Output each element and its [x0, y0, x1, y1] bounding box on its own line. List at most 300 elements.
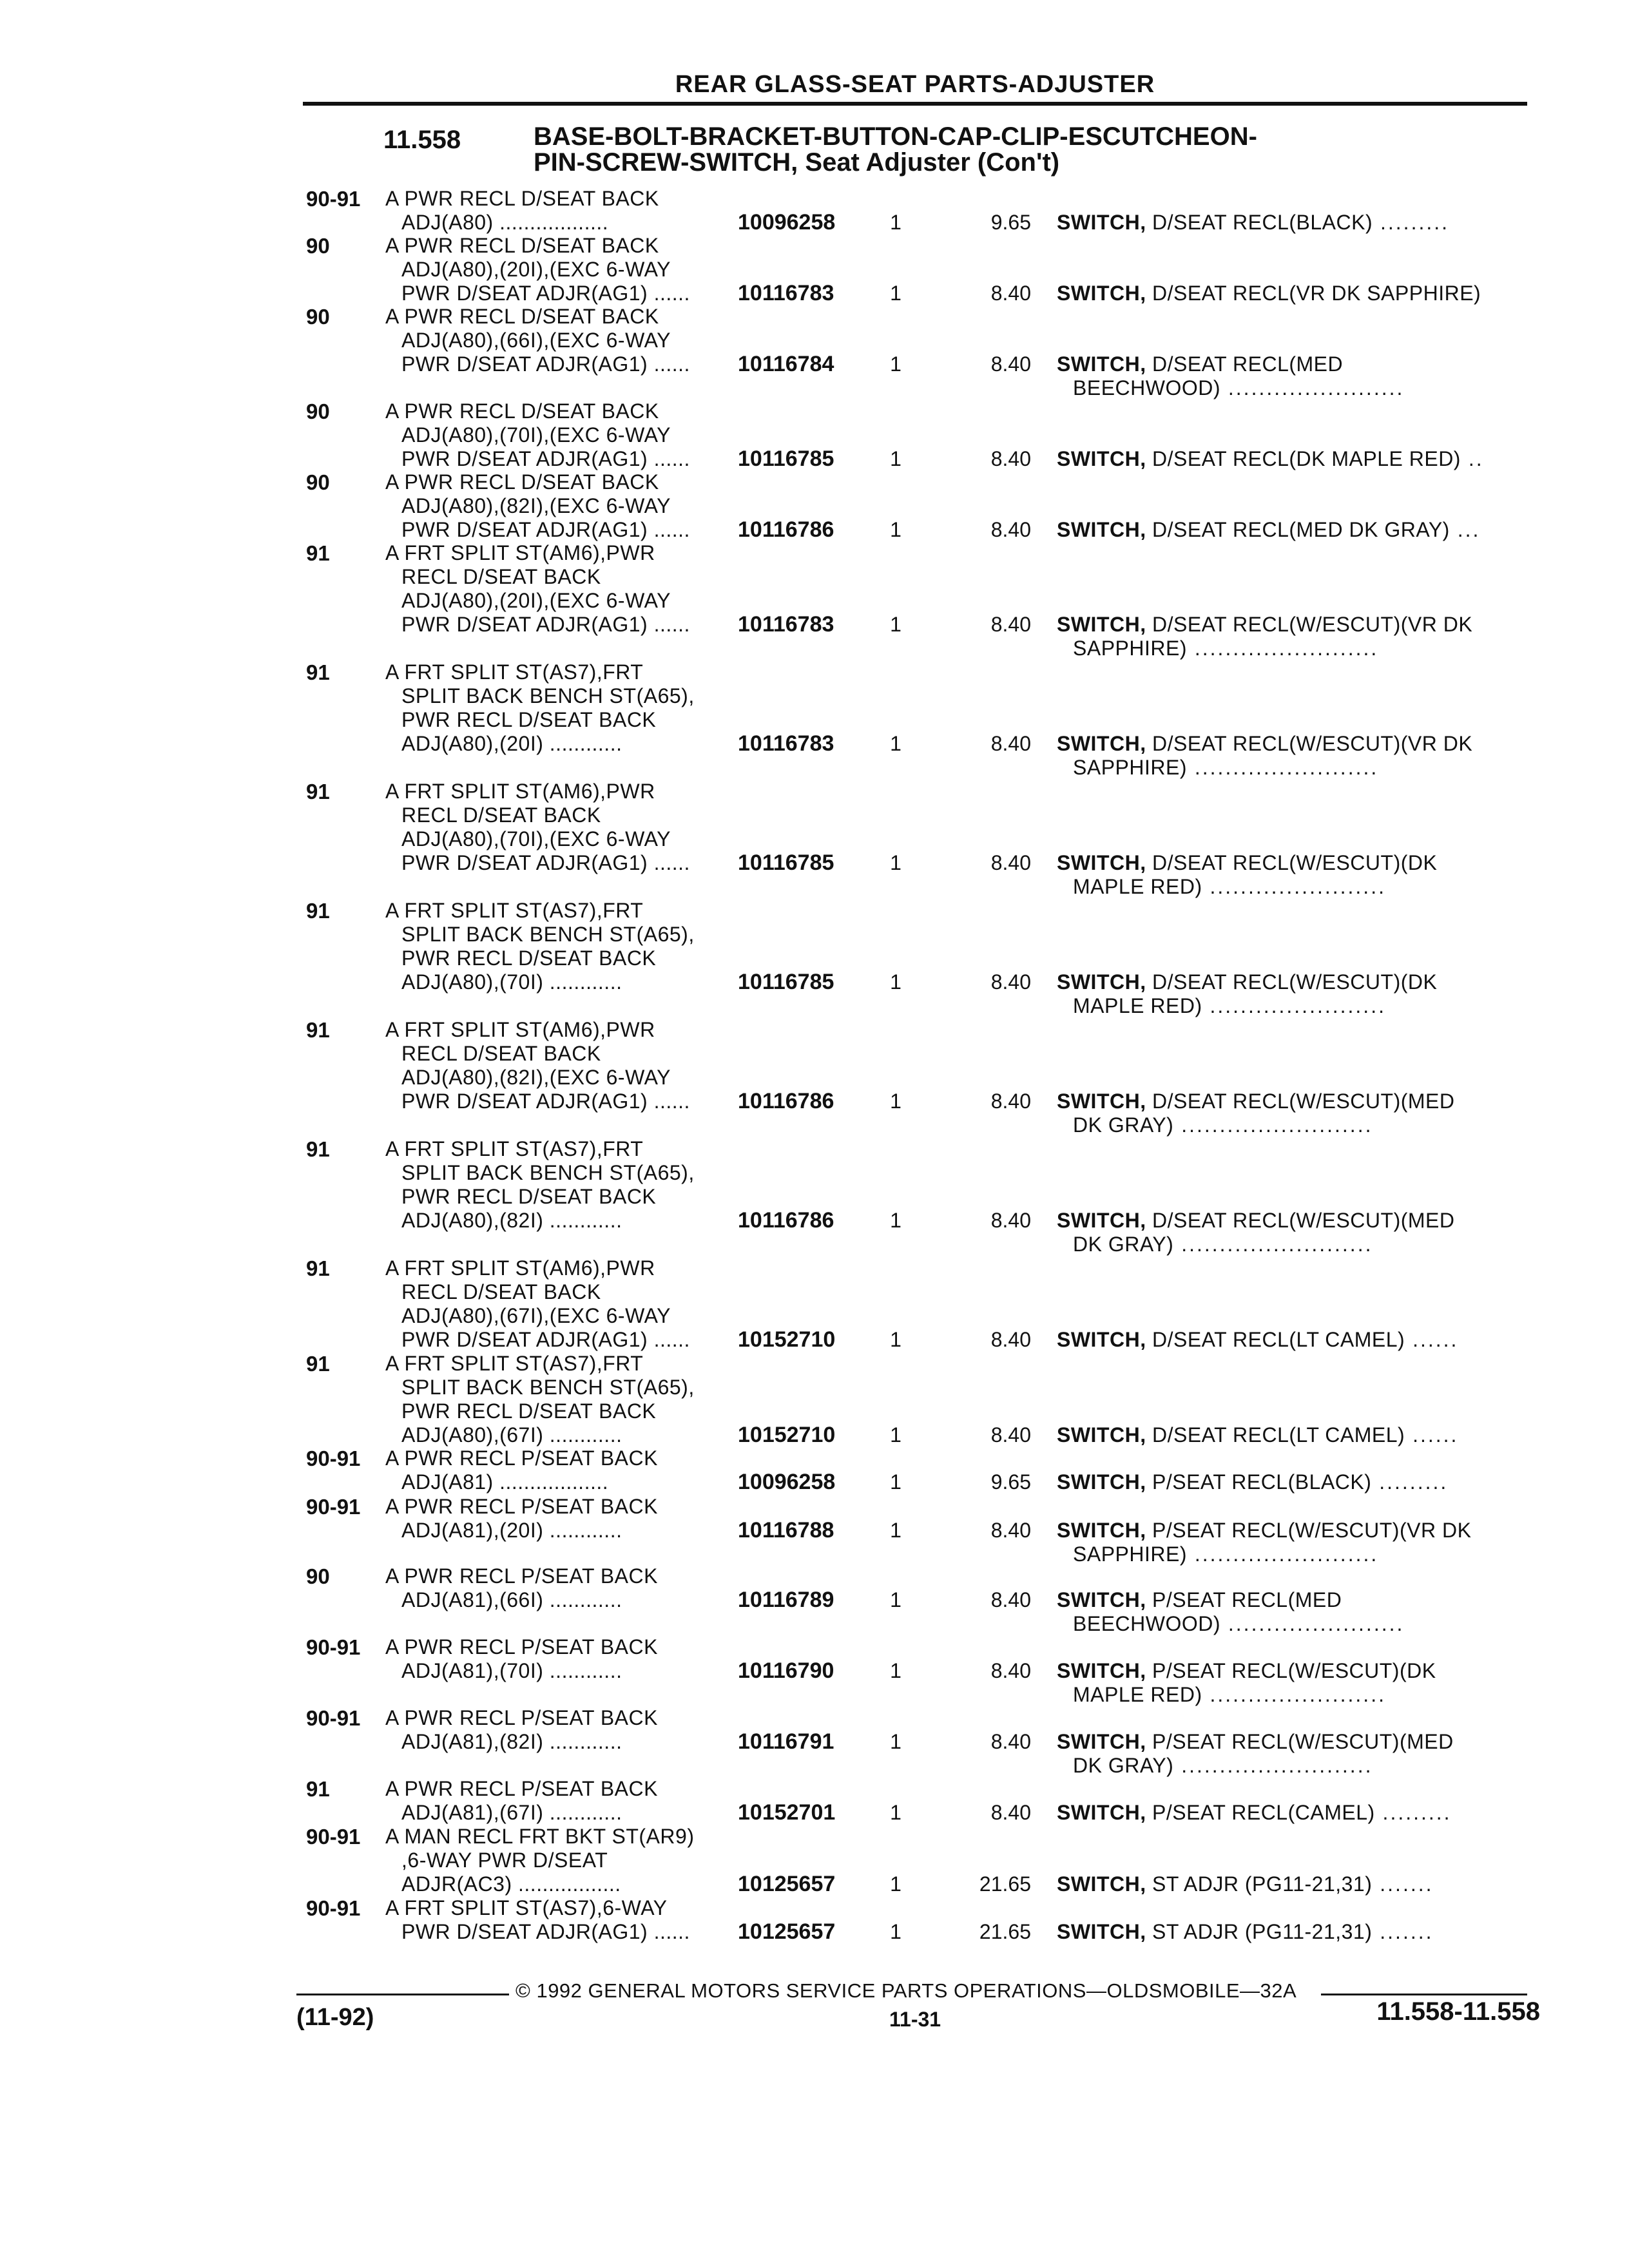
part-number: 10152701 — [738, 1800, 836, 1825]
part-name — [1057, 1920, 1527, 1944]
part-number: 10116789 — [738, 1588, 834, 1612]
part-name-text: MAPLE RED) — [1073, 994, 1202, 1017]
description-line — [385, 1588, 746, 1612]
description-line: PWR RECL D/SEAT BACK — [401, 947, 657, 970]
part-number: 10116786 — [738, 1089, 834, 1113]
part-name-text: SWITCH, D/SEAT RECL(DK MAPLE RED) — [1057, 447, 1461, 470]
dot-leader: ....................... — [1202, 1683, 1386, 1706]
description-text: ADJ(A81),(67I) — [401, 1801, 544, 1824]
part-name-text: SAPPHIRE) — [1073, 756, 1187, 779]
description-text: ADJ(A81),(20I) — [401, 1519, 544, 1542]
part-name-text: SWITCH, D/SEAT RECL(W/ESCUT)(DK — [1057, 851, 1438, 874]
description-text: PWR D/SEAT ADJR(AG1) — [401, 282, 648, 305]
part-name-line — [1057, 352, 1527, 376]
description-line: ADJ(A80),(70I),(EXC 6-WAY — [401, 423, 671, 447]
description-text: ADJ(A80) — [401, 211, 494, 234]
description-line: A PWR RECL P/SEAT BACK — [385, 1446, 658, 1470]
description-line: SPLIT BACK BENCH ST(A65), — [401, 684, 695, 707]
description-line: A PWR RECL D/SEAT BACK — [385, 470, 659, 494]
description-line: A PWR RECL D/SEAT BACK — [385, 399, 659, 423]
usage-description — [385, 305, 746, 376]
description-text: PWR D/SEAT ADJR(AG1) — [401, 1090, 648, 1113]
dot-leader: ........................ — [1186, 1542, 1379, 1566]
description-line: ,6-WAY PWR D/SEAT — [401, 1849, 608, 1872]
model-year: 91 — [306, 899, 330, 923]
dot-leader: ... — [1449, 518, 1481, 541]
model-year: 91 — [306, 1018, 330, 1042]
quantity: 1 — [890, 1872, 901, 1896]
model-year: 90-91 — [306, 1896, 361, 1920]
description-line: A PWR RECL P/SEAT BACK — [385, 1495, 658, 1518]
price: 8.40 — [990, 447, 1031, 470]
part-name-text: SWITCH, P/SEAT RECL(W/ESCUT)(VR DK — [1057, 1519, 1472, 1542]
dot-leader: ............ — [543, 1801, 622, 1824]
dot-leader: ...... — [648, 282, 690, 305]
part-number: 10116790 — [738, 1658, 834, 1683]
quantity: 1 — [890, 518, 901, 541]
price: 8.40 — [990, 1328, 1031, 1351]
description-line: A FRT SPLIT ST(AM6),PWR — [385, 780, 655, 803]
description-line: SPLIT BACK BENCH ST(A65), — [401, 1376, 695, 1399]
part-name-line — [1057, 1542, 1527, 1566]
description-line: RECL D/SEAT BACK — [401, 1042, 601, 1065]
dot-leader: ....... — [1372, 1920, 1434, 1943]
description-text: PWR D/SEAT ADJR(AG1) — [401, 518, 648, 541]
dot-leader: ...... — [648, 352, 690, 376]
description-line: ADJ(A80),(70I),(EXC 6-WAY — [401, 827, 671, 850]
quantity: 1 — [890, 1801, 901, 1824]
part-name-line — [1057, 376, 1527, 400]
dot-leader: ............ — [543, 732, 622, 755]
part-name — [1057, 1470, 1527, 1494]
usage-description — [385, 1896, 746, 1944]
part-name-text: SWITCH, D/SEAT RECL(MED — [1057, 352, 1344, 376]
dot-leader: .................. — [493, 211, 609, 234]
section-title-line-1: BASE-BOLT-BRACKET-BUTTON-CAP-CLIP-ESCUTCHEON- — [534, 122, 1257, 151]
part-name — [1057, 1872, 1527, 1896]
dot-leader: ............ — [543, 1209, 622, 1232]
description-line — [385, 352, 746, 376]
price: 9.65 — [990, 1470, 1031, 1494]
part-number: 10152710 — [738, 1423, 836, 1447]
description-line — [385, 1730, 746, 1754]
part-name-line — [1057, 1659, 1527, 1683]
page-title: REAR GLASS-SEAT PARTS-ADJUSTER — [675, 71, 1155, 98]
part-name-text: SWITCH, D/SEAT RECL(LT CAMEL) — [1057, 1423, 1405, 1446]
part-name-line — [1057, 1209, 1527, 1233]
part-name-text: SWITCH, D/SEAT RECL(BLACK) — [1057, 211, 1373, 234]
part-name — [1057, 613, 1527, 660]
model-year: 91 — [306, 1777, 330, 1801]
description-text: ADJ(A80),(20I) — [401, 732, 544, 755]
description-line: ADJ(A80),(66I),(EXC 6-WAY — [401, 329, 671, 352]
model-year: 90-91 — [306, 1446, 361, 1470]
price: 8.40 — [990, 518, 1031, 541]
usage-description — [385, 187, 746, 235]
model-year: 90 — [306, 470, 330, 494]
dot-leader: ....................... — [1202, 875, 1386, 898]
description-text: PWR D/SEAT ADJR(AG1) — [401, 1328, 648, 1351]
part-name — [1057, 1090, 1527, 1137]
part-number: 10116785 — [738, 447, 834, 471]
description-line: ADJ(A80),(20I),(EXC 6-WAY — [401, 589, 671, 612]
usage-description — [385, 1564, 746, 1612]
usage-description — [385, 234, 746, 305]
part-name — [1057, 1730, 1527, 1778]
usage-description — [385, 399, 746, 471]
description-line: A FRT SPLIT ST(AM6),PWR — [385, 1256, 655, 1280]
description-line: ADJ(A80),(82I),(EXC 6-WAY — [401, 1066, 671, 1089]
usage-description — [385, 1137, 746, 1233]
part-name — [1057, 1328, 1527, 1352]
usage-description — [385, 1352, 746, 1447]
part-name-line — [1057, 1519, 1527, 1542]
dot-leader: ...... — [1405, 1328, 1459, 1351]
description-line — [385, 1801, 746, 1825]
quantity: 1 — [890, 1730, 901, 1753]
description-line: A PWR RECL P/SEAT BACK — [385, 1564, 658, 1588]
description-line — [385, 970, 746, 994]
description-text: ADJ(A81),(82I) — [401, 1730, 544, 1753]
quantity: 1 — [890, 1090, 901, 1113]
quantity: 1 — [890, 1328, 901, 1351]
price: 8.40 — [990, 1659, 1031, 1682]
part-name — [1057, 352, 1527, 400]
part-name — [1057, 1588, 1527, 1636]
part-number: 10116786 — [738, 517, 834, 542]
usage-description — [385, 899, 746, 994]
dot-leader: ............ — [543, 1588, 622, 1611]
description-line: A FRT SPLIT ST(AS7),6-WAY — [385, 1896, 668, 1919]
part-name-line — [1057, 994, 1527, 1018]
price: 8.40 — [990, 613, 1031, 636]
dot-leader: ....... — [1372, 1872, 1434, 1896]
description-line — [385, 732, 746, 756]
description-text: ADJ(A81),(70I) — [401, 1659, 544, 1682]
part-number: 10116785 — [738, 970, 834, 994]
description-line: A PWR RECL P/SEAT BACK — [385, 1635, 658, 1658]
part-name-text: SWITCH, D/SEAT RECL(W/ESCUT)(VR DK — [1057, 613, 1473, 636]
description-line: PWR RECL D/SEAT BACK — [401, 1185, 657, 1208]
part-name-line — [1057, 1470, 1527, 1494]
description-line: A FRT SPLIT ST(AM6),PWR — [385, 541, 655, 564]
dot-leader: ......................... — [1173, 1113, 1373, 1137]
description-line: A FRT SPLIT ST(AS7),FRT — [385, 1352, 644, 1375]
quantity: 1 — [890, 851, 901, 874]
dot-leader: ........................ — [1186, 637, 1379, 660]
description-line — [385, 518, 746, 542]
part-name — [1057, 1801, 1527, 1825]
header-divider — [303, 102, 1527, 106]
quantity: 1 — [890, 1659, 901, 1682]
description-line: A FRT SPLIT ST(AM6),PWR — [385, 1018, 655, 1041]
dot-leader: ...... — [648, 851, 690, 874]
usage-description — [385, 1777, 746, 1825]
usage-description — [385, 1018, 746, 1113]
price: 21.65 — [979, 1872, 1031, 1896]
price: 8.40 — [990, 970, 1031, 994]
dot-leader: ............ — [543, 1659, 622, 1682]
dot-leader: ......................... — [1173, 1233, 1373, 1256]
quantity: 1 — [890, 352, 901, 376]
description-text: ADJ(A80),(67I) — [401, 1423, 544, 1446]
usage-description — [385, 660, 746, 756]
part-name-line — [1057, 756, 1527, 780]
price: 8.40 — [990, 352, 1031, 376]
part-number: 10125657 — [738, 1919, 836, 1944]
part-name — [1057, 1423, 1527, 1447]
part-number: 10116788 — [738, 1518, 834, 1542]
description-text: PWR D/SEAT ADJR(AG1) — [401, 851, 648, 874]
usage-description — [385, 541, 746, 637]
footer-rule-right — [1321, 1994, 1527, 1995]
description-line: A FRT SPLIT ST(AS7),FRT — [385, 899, 644, 922]
part-number: 10116783 — [738, 281, 834, 305]
model-year: 90 — [306, 305, 330, 329]
description-line — [385, 851, 746, 875]
model-year: 91 — [306, 660, 330, 684]
part-number: 10125657 — [738, 1872, 836, 1896]
quantity: 1 — [890, 613, 901, 636]
description-line — [385, 1519, 746, 1542]
part-number: 10096258 — [738, 210, 836, 235]
description-line — [385, 447, 746, 471]
part-name — [1057, 282, 1527, 305]
part-name — [1057, 1519, 1527, 1566]
description-line: ADJ(A80),(20I),(EXC 6-WAY — [401, 258, 671, 281]
description-line: RECL D/SEAT BACK — [401, 565, 601, 588]
part-name-line — [1057, 1730, 1527, 1754]
part-name-line — [1057, 613, 1527, 637]
model-year: 90-91 — [306, 1825, 361, 1849]
part-name-text: SWITCH, D/SEAT RECL(W/ESCUT)(DK — [1057, 970, 1438, 994]
part-name — [1057, 518, 1527, 542]
price: 8.40 — [990, 851, 1031, 874]
dot-leader: ....................... — [1202, 994, 1386, 1017]
description-text: ADJR(AC3) — [401, 1872, 512, 1896]
model-year: 90-91 — [306, 1635, 361, 1659]
description-line — [385, 613, 746, 637]
part-name-text: MAPLE RED) — [1073, 875, 1202, 898]
part-name-line — [1057, 518, 1527, 542]
part-name-line — [1057, 1588, 1527, 1612]
model-year: 91 — [306, 1256, 330, 1280]
description-text: ADJ(A81),(66I) — [401, 1588, 544, 1611]
part-name-line — [1057, 1113, 1527, 1137]
part-name-text: BEECHWOOD) — [1073, 376, 1220, 399]
description-line: A PWR RECL D/SEAT BACK — [385, 234, 659, 257]
part-name-line — [1057, 1423, 1527, 1447]
description-line: A FRT SPLIT ST(AS7),FRT — [385, 1137, 644, 1160]
dot-leader: ......... — [1373, 211, 1450, 234]
part-name-text: SWITCH, P/SEAT RECL(W/ESCUT)(MED — [1057, 1730, 1454, 1753]
part-name-text: SAPPHIRE) — [1073, 1542, 1187, 1566]
description-line: ADJ(A80),(82I),(EXC 6-WAY — [401, 494, 671, 517]
part-number: 10152710 — [738, 1327, 836, 1352]
part-name-line — [1057, 875, 1527, 899]
footer-section-range: 11.558-11.558 — [1376, 1997, 1540, 2026]
usage-description — [385, 1706, 746, 1754]
model-year: 91 — [306, 1137, 330, 1161]
usage-description — [385, 470, 746, 542]
quantity: 1 — [890, 211, 901, 234]
description-line: A FRT SPLIT ST(AS7),FRT — [385, 660, 644, 684]
quantity: 1 — [890, 732, 901, 755]
description-line — [385, 1470, 746, 1494]
footer-rule-left — [296, 1994, 509, 1995]
description-line: A MAN RECL FRT BKT ST(AR9) — [385, 1825, 695, 1848]
description-line: RECL D/SEAT BACK — [401, 803, 601, 827]
description-text: ADJ(A80),(70I) — [401, 970, 544, 994]
footer-page-number: 11-31 — [889, 2008, 941, 2031]
part-number: 10116784 — [738, 352, 834, 376]
dot-leader: ...... — [1405, 1423, 1459, 1446]
description-text: ADJ(A81) — [401, 1470, 494, 1494]
section-title-line-2: PIN-SCREW-SWITCH, Seat Adjuster (Con't) — [534, 148, 1060, 177]
part-name — [1057, 970, 1527, 1018]
model-year: 91 — [306, 1352, 330, 1376]
description-text: ADJ(A80),(82I) — [401, 1209, 544, 1232]
dot-leader: ...... — [648, 613, 690, 636]
part-name-line — [1057, 1328, 1527, 1352]
part-name — [1057, 732, 1527, 780]
quantity: 1 — [890, 447, 901, 470]
section-number: 11.558 — [383, 126, 461, 154]
part-name — [1057, 851, 1527, 899]
dot-leader: ........................ — [1186, 756, 1379, 779]
quantity: 1 — [890, 282, 901, 305]
part-name-text: SWITCH, P/SEAT RECL(BLACK) — [1057, 1470, 1372, 1494]
part-number: 10116783 — [738, 612, 834, 637]
dot-leader: ....................... — [1220, 1612, 1405, 1635]
part-name-text: DK GRAY) — [1073, 1233, 1174, 1256]
part-name-text: SWITCH, P/SEAT RECL(CAMEL) — [1057, 1801, 1375, 1824]
price: 8.40 — [990, 1588, 1031, 1611]
description-line — [385, 211, 746, 235]
part-name-line — [1057, 282, 1527, 305]
part-name-line — [1057, 1920, 1527, 1944]
part-name — [1057, 211, 1527, 235]
description-text: PWR D/SEAT ADJR(AG1) — [401, 352, 648, 376]
description-line — [385, 1328, 746, 1352]
description-line: PWR RECL D/SEAT BACK — [401, 1399, 657, 1423]
dot-leader: .................. — [493, 1470, 609, 1494]
description-line — [385, 1209, 746, 1233]
part-name-line — [1057, 637, 1527, 660]
description-line — [385, 1920, 746, 1944]
model-year: 90-91 — [306, 187, 361, 211]
part-name-line — [1057, 1612, 1527, 1636]
usage-description — [385, 1256, 746, 1352]
price: 8.40 — [990, 282, 1031, 305]
part-name-text: DK GRAY) — [1073, 1754, 1174, 1777]
part-name-text: SWITCH, D/SEAT RECL(W/ESCUT)(MED — [1057, 1090, 1455, 1113]
part-name-text: SWITCH, D/SEAT RECL(MED DK GRAY) — [1057, 518, 1450, 541]
model-year: 91 — [306, 780, 330, 803]
dot-leader: ......................... — [1173, 1754, 1373, 1777]
description-line: A PWR RECL D/SEAT BACK — [385, 305, 659, 328]
dot-leader: ......... — [1371, 1470, 1449, 1494]
dot-leader: ...... — [648, 1920, 690, 1943]
price: 8.40 — [990, 1801, 1031, 1824]
footer-copyright: © 1992 GENERAL MOTORS SERVICE PARTS OPERATIONS—OLDSMOBILE—32A — [516, 1979, 1297, 2002]
quantity: 1 — [890, 1519, 901, 1542]
dot-leader: ............ — [543, 1730, 622, 1753]
model-year: 90-91 — [306, 1495, 361, 1519]
part-number: 10116783 — [738, 731, 834, 756]
dot-leader: ...... — [648, 447, 690, 470]
part-name-text: SWITCH, ST ADJR (PG11-21,31) — [1057, 1872, 1373, 1896]
description-line: SPLIT BACK BENCH ST(A65), — [401, 923, 695, 946]
quantity: 1 — [890, 1423, 901, 1446]
quantity: 1 — [890, 1920, 901, 1943]
part-number: 10096258 — [738, 1470, 836, 1494]
dot-leader: ...... — [648, 1090, 690, 1113]
part-name-line — [1057, 1683, 1527, 1707]
model-year: 90 — [306, 399, 330, 423]
quantity: 1 — [890, 1209, 901, 1232]
part-name-line — [1057, 1090, 1527, 1113]
usage-description — [385, 1495, 746, 1542]
part-name — [1057, 447, 1527, 471]
quantity: 1 — [890, 970, 901, 994]
description-line: A PWR RECL D/SEAT BACK — [385, 187, 659, 210]
part-name-line — [1057, 851, 1527, 875]
part-name-text: DK GRAY) — [1073, 1113, 1174, 1137]
quantity: 1 — [890, 1470, 901, 1494]
price: 8.40 — [990, 1730, 1031, 1753]
part-number: 10116791 — [738, 1729, 834, 1754]
usage-description — [385, 1825, 746, 1896]
part-name-text: SWITCH, P/SEAT RECL(MED — [1057, 1588, 1342, 1611]
part-name — [1057, 1209, 1527, 1256]
description-line — [385, 1090, 746, 1113]
part-name-line — [1057, 732, 1527, 756]
price: 21.65 — [979, 1920, 1031, 1943]
usage-description — [385, 780, 746, 875]
description-text: PWR D/SEAT ADJR(AG1) — [401, 447, 648, 470]
price: 8.40 — [990, 1423, 1031, 1446]
part-name — [1057, 1659, 1527, 1707]
section-title — [534, 124, 1487, 175]
price: 8.40 — [990, 1209, 1031, 1232]
part-name-text: MAPLE RED) — [1073, 1683, 1202, 1706]
price: 8.40 — [990, 732, 1031, 755]
part-name-text: SWITCH, ST ADJR (PG11-21,31) — [1057, 1920, 1373, 1943]
part-name-line — [1057, 447, 1527, 471]
model-year: 90-91 — [306, 1706, 361, 1730]
part-name-text: SWITCH, D/SEAT RECL(LT CAMEL) — [1057, 1328, 1405, 1351]
part-name-text: SWITCH, D/SEAT RECL(VR DK SAPPHIRE) — [1057, 282, 1481, 305]
usage-description — [385, 1635, 746, 1683]
usage-description — [385, 1446, 746, 1494]
dot-leader: ...... — [648, 1328, 690, 1351]
part-name-text: SWITCH, P/SEAT RECL(W/ESCUT)(DK — [1057, 1659, 1436, 1682]
model-year: 90 — [306, 1564, 330, 1588]
dot-leader: ............ — [543, 1423, 622, 1446]
dot-leader: ................. — [512, 1872, 621, 1896]
description-text: PWR D/SEAT ADJR(AG1) — [401, 613, 648, 636]
part-name-text: BEECHWOOD) — [1073, 1612, 1220, 1635]
part-name-line — [1057, 1872, 1527, 1896]
description-line: PWR RECL D/SEAT BACK — [401, 708, 657, 731]
description-line — [385, 1872, 746, 1896]
description-line — [385, 1659, 746, 1683]
part-name-line — [1057, 211, 1527, 235]
dot-leader: ...... — [648, 518, 690, 541]
footer-date: (11-92) — [296, 2004, 374, 2031]
description-line — [385, 1423, 746, 1447]
